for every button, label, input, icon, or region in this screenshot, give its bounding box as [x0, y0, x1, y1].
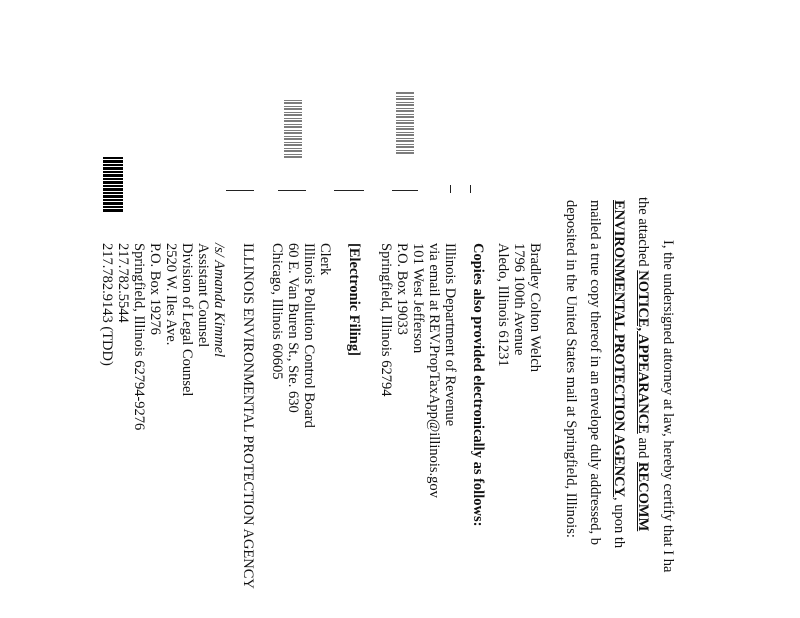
- certification-line-5: [563, 200, 579, 538]
- clerk-line: 60 E. Van Buren St., Ste. 630: [285, 243, 301, 413]
- signature-line: Assistant Counsel: [195, 243, 211, 348]
- scan-mark: [450, 185, 451, 193]
- underline-mark: [334, 190, 364, 191]
- signature-line: 217.782.5544: [115, 243, 131, 323]
- revenue-line: P.O. Box 19033: [394, 243, 410, 335]
- copies-heading: Copies also provided electronically as follows:: [470, 243, 486, 527]
- recipient-line: Aledo, Illinois 61231: [495, 243, 511, 367]
- revenue-email-line: via email at REV.PropTaxApp@illinois.gov: [426, 243, 442, 498]
- recipient-line: 1796 100th Avenue: [511, 243, 527, 356]
- certification-text: the attached: [635, 197, 651, 271]
- recommendation-title: RECOMM: [635, 462, 651, 532]
- certification-text: mailed a true copy thereof in an envelope duly addressed, b: [587, 200, 603, 546]
- certification-line-4: [587, 200, 603, 545]
- certification-text: and: [635, 433, 651, 462]
- recipient-line: Bradley Colton Welch: [527, 243, 543, 373]
- scanned-stamp-mark: [284, 98, 302, 158]
- clerk-line: Chicago, Illinois 60605: [269, 243, 285, 380]
- signature-line: Springfield, Illinois 62794-9276: [131, 243, 147, 431]
- scanned-stamp-mark: [396, 92, 414, 154]
- agency-title: ENVIRONMENTAL PROTECTION AGENCY: [611, 200, 627, 498]
- underline-mark: [226, 190, 254, 191]
- certification-text: , upon th: [611, 497, 627, 549]
- signature-line: 2520 W. Iles Ave.: [163, 243, 179, 346]
- clerk-line: Clerk: [317, 243, 333, 276]
- scanned-stamp-mark: [103, 156, 123, 212]
- signature-line: Division of Legal Counsel: [179, 243, 195, 397]
- signature-line: 217.782.9143 (TDD): [99, 243, 115, 366]
- certification-line-3: [611, 200, 627, 548]
- certification-line-2: [635, 197, 651, 531]
- underline-mark: [392, 190, 418, 191]
- certification-line-1: [660, 240, 676, 572]
- signature-name: /s/ Amanda Kimmel: [211, 243, 227, 358]
- notice-appearance-title: NOTICE, APPEARANCE: [635, 270, 651, 434]
- revenue-line: Illinois Department of Revenue: [442, 243, 458, 427]
- revenue-line: 101 West Jefferson: [410, 243, 426, 354]
- revenue-line: Springfield, Illinois 62794: [378, 243, 394, 397]
- electronic-filing-label: [Electronic Filing]: [346, 243, 362, 356]
- certification-text: deposited in the United States mail at Springfield, Illinois:: [563, 200, 579, 538]
- signature-agency: ILLINOIS ENVIRONMENTAL PROTECTION AGENCY: [240, 243, 256, 589]
- signature-line: P.O. Box 19276: [147, 243, 163, 335]
- underline-mark: [278, 190, 306, 191]
- certification-text: I, the undersigned attorney at law, hereby certify that I ha: [660, 240, 676, 573]
- scan-mark: [470, 185, 471, 193]
- clerk-line: Illinois Pollution Control Board: [301, 243, 317, 428]
